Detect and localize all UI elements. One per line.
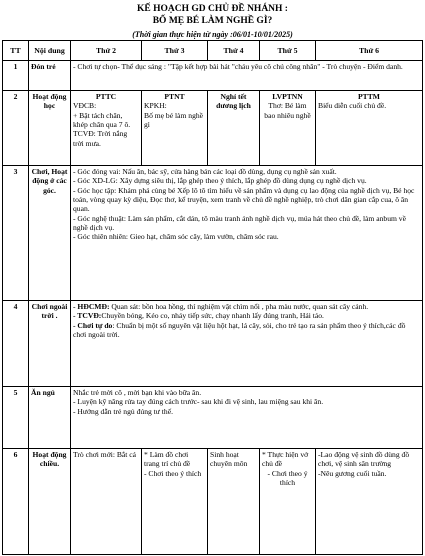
cell-fri: -Lao động vệ sinh đồ dùng đồ chơi, vệ sinh sân trường -Nêu gương cuối tuần. [316, 449, 423, 555]
cell-mon: Trò chơi mới: Bắt cá [71, 449, 142, 555]
plan-theme: BỐ MẸ BÉ LÀM NGHỀ GÌ? [152, 16, 273, 26]
table-header-row [3, 41, 423, 61]
table-row [3, 387, 423, 449]
cell-tue: * Làm đồ chơi trang trí chủ đề - Chơi theo ý thích [142, 449, 208, 555]
row-activity: Chơi ngoài trời . [29, 301, 71, 387]
col-header-tt: TT [3, 41, 29, 61]
table-row [3, 301, 423, 387]
cell-tue: PTNT KPKH: Bố mẹ bé làm nghề gì [142, 91, 208, 166]
plan-title: KẾ HOẠCH GD CHỦ ĐỀ NHÁNH : [137, 4, 288, 14]
col-header-mon: Thứ 2 [71, 41, 142, 61]
weekly-plan-table [2, 40, 423, 555]
cell-wed [208, 91, 260, 166]
col-header-thu: Thứ 5 [260, 41, 316, 61]
table-row [3, 166, 423, 301]
col-header-content: Nội dung [29, 41, 71, 61]
row-number: 1 [3, 61, 29, 91]
col-header-wed: Thứ 4 [208, 41, 260, 61]
row-text: - Chơi tự chọn- Thể dục sáng : "Tập kết hợp bài hát "cháu yêu cô chú công nhân" - Trò chuyện - Điểm danh. [71, 61, 423, 91]
cell-thu: * Thực hiện vở chủ đề - Chơi theo ý thích [260, 449, 316, 555]
cell-wed: Sinh hoạt chuyên môn [208, 449, 260, 555]
row-activity: Đón trẻ [29, 61, 71, 91]
table-row [3, 449, 423, 555]
col-header-fri: Thứ 6 [316, 41, 423, 61]
row-number: 6 [3, 449, 29, 555]
row-text: Nhắc trẻ mời cô , mời bạn khi vào bữa ăn. - Luyện kỹ năng rửa tay đúng cách trước- sau khi đi vệ sinh, lau miệng sau khi ăn. - Hướng dẫn trẻ ngủ đúng tư thế. [71, 387, 423, 449]
cell-title: LVPTNN [272, 92, 303, 101]
row-number: 3 [3, 166, 29, 301]
cell-thu: LVPTNN Thơ: Bé làm bao nhiêu nghề [260, 91, 316, 166]
cell-title: PTNT [164, 92, 185, 101]
table-row [3, 91, 423, 166]
cell-mon: PTTC VĐCB: + Bật tách chân, khép chân qua 7 ô. TCVĐ: Trời nắng trời mưa. [71, 91, 142, 166]
row-activity: Hoạt động chiều. [29, 449, 71, 555]
plan-time-range: (Thời gian thực hiện từ ngày :06/01-10/01/2025) [132, 30, 293, 39]
cell-fri: PTTM Biểu diễn cuối chủ đề. [316, 91, 423, 166]
row-number: 2 [3, 91, 29, 166]
row-activity: Ăn ngủ [29, 387, 71, 449]
row-activity: Hoạt động học [29, 91, 71, 166]
row-text: - HĐCMĐ: Quan sát: bồn hoa hồng, thí nghiệm vật chìm nổi , pha màu nước, quan sát cây cảnh. - TCVĐ:Chuyền bóng, Kéo co, nhảy tiếp sức, chạy nhanh lấy đúng tranh, Hái táo. - Chơi tự do: Chuẩn bị một số nguyên vật liệu hột hạt, lá cây, sỏi, cho trẻ tạo ra sản phẩm theo ý thích,các đồ chơi ngoài trời. [71, 301, 423, 387]
table-row [3, 61, 423, 91]
cell-title: PTTC [95, 92, 117, 101]
cell-title: Nghỉ tết dương lịch [216, 92, 251, 111]
row-text: - Góc đóng vai: Nấu ăn, bác sỹ, cửa hàng bán các loại đồ dùng, dụng cụ nghề sản xuất. - Góc XD-LG: Xây dựng siêu thị, lắp ghép theo ý thích, lắp ghép đồ dùng dụng cụ nghề dịch vụ. - Góc học tập: Khám phá cùng bé Xếp lô tô tìm hiểu về sản phẩm và dụng cụ lao động của nghề dịch vụ, Bé học toán, vòng quay kỳ diệu, Đọc thơ, kể truyện, xem tranh về chủ đề nghề nghiệp, trò chơi dân gian cắp cua, ô ăn quan. - Góc nghệ thuật: Làm sản phẩm, cắt dán, tô màu tranh ảnh nghề dịch vụ, múa hát theo chủ đề, làm anbum về nghề dịch vụ. - Góc thiên nhiên: Gieo hạt, chăm sóc cây, làm vườn, chăm sóc rau. [71, 166, 423, 301]
col-header-tue: Thứ 3 [142, 41, 208, 61]
row-activity: Chơi, Hoạt động ở các góc. [29, 166, 71, 301]
row-number: 5 [3, 387, 29, 449]
row-number: 4 [3, 301, 29, 387]
cell-title: PTTM [358, 92, 380, 101]
